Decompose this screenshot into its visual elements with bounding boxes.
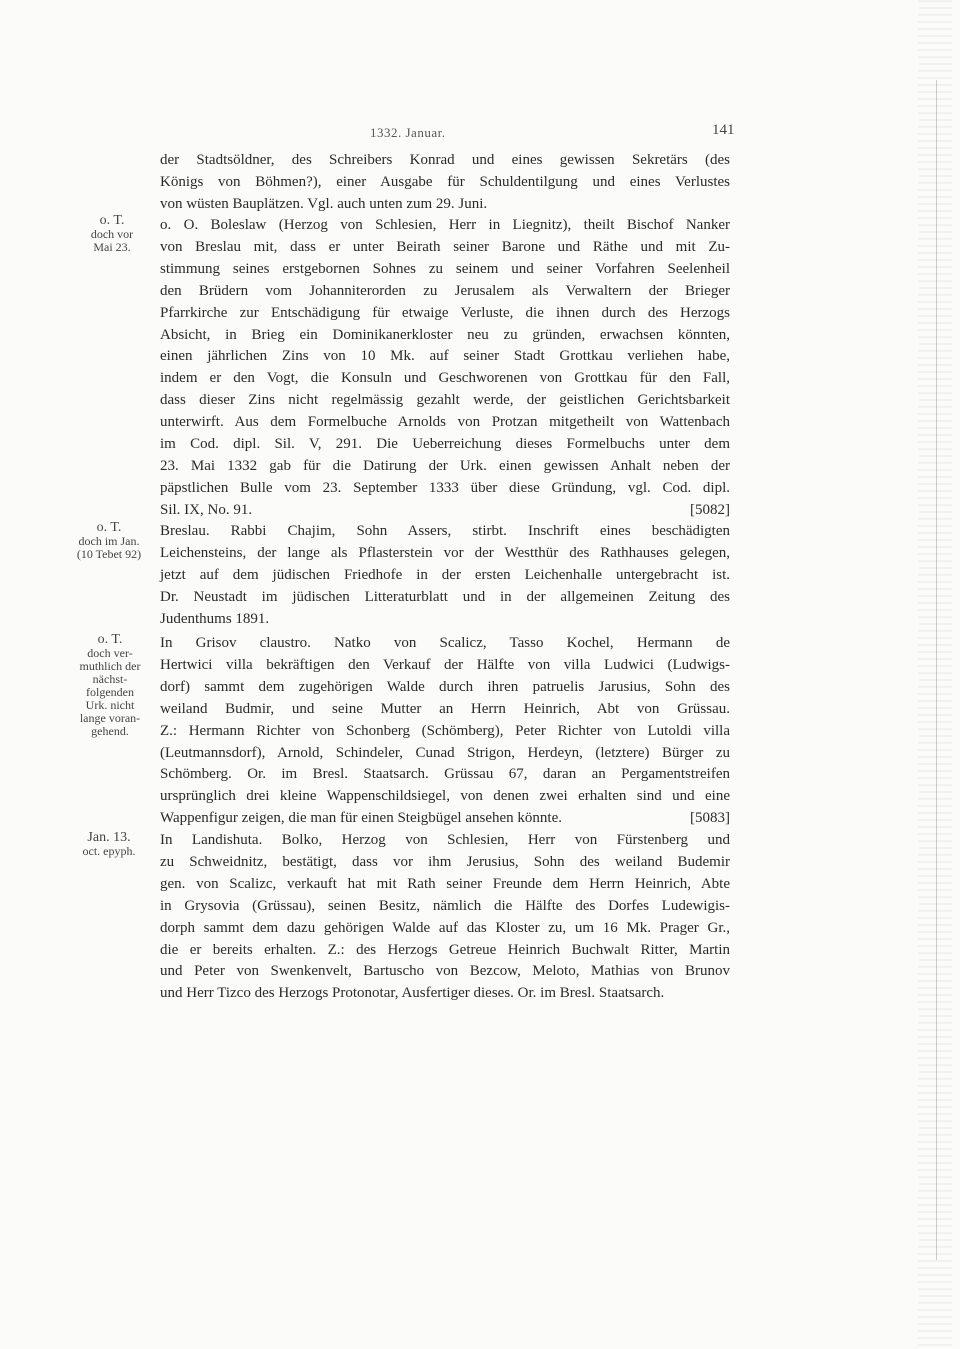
text-line: Hertwici villa bekräftigen den Verkauf der Hälfte von villa Ludwici (Ludwigs-: [160, 656, 730, 673]
text-line: dorf) sammt dem zugehörigen Walde durch ihren patruelis Jarusius, Sohn des: [160, 678, 730, 695]
text-line: weiland Budmir, und seine Mutter an Herrn Heinrich, Abt von Grüssau.: [160, 700, 730, 717]
margin-date: o. T.: [97, 632, 123, 647]
scan-edge-artifact: [918, 0, 952, 1349]
text-line: im Cod. dipl. Sil. V, 291. Die Ueberreichung dieses Formelbuchs unter dem: [160, 436, 730, 453]
text-line: In Landishuta. Bolko, Herzog von Schlesien, Herr von Fürstenberg und: [160, 832, 730, 848]
margin-note: doch im Jan.: [78, 534, 140, 548]
text-line: dorph sammt dem dazu gehörigen Walde auf das Kloster zu, um 16 Mk. Prager Gr.,: [160, 919, 730, 936]
text-line-content: Wappenfigur zeigen, die man für einen Steigbügel ansehen könnte.: [160, 810, 562, 827]
text-line: jetzt auf dem jüdischen Friedhofe in der ersten Leichenhalle untergebracht ist.: [160, 566, 730, 583]
entry-reference-number: [5083]: [690, 810, 730, 827]
text-line: einen jährlichen Zins von 10 Mk. auf seiner Stadt Grottkau verliehen habe,: [160, 348, 730, 365]
margin-note: Mai 23.: [93, 240, 131, 254]
text-line: Königs von Böhmen?), einer Ausgabe für Schuldentilgung und eines Verlustes: [160, 173, 730, 190]
margin-note: gehend.: [91, 724, 129, 738]
text-line: o. O. Boleslaw (Herzog von Schlesien, Herr in Liegnitz), theilt Bischof Nanker: [160, 217, 730, 233]
text-line: Breslau. Rabbi Chajim, Sohn Assers, stirbt. Inschrift eines beschädigten: [160, 523, 730, 539]
margin-note: (10 Tebet 92): [76, 547, 142, 561]
entry-reference-number: [5082]: [690, 501, 730, 518]
text-line: ursprünglich drei kleine Wappenschildsiegel, von denen zwei erhalten sind und eine: [160, 788, 730, 805]
margin-note: folgenden: [86, 685, 134, 699]
margin-note: lange voran-: [79, 711, 141, 725]
text-line: [160, 808, 730, 830]
text-line: den Brüdern vom Johanniterorden zu Jerusalem als Verwaltern der Brieger: [160, 282, 730, 299]
running-header-date: 1332. Januar.: [370, 125, 446, 140]
text-line: indem er den Vogt, die Konsuln und Geschworenen von Grottkau für den Fall,: [160, 370, 730, 387]
text-line: Schömberg. Or. im Bresl. Staatsarch. Grüssau 67, daran an Pergamentstreifen: [160, 766, 730, 783]
margin-date: o. T.: [96, 520, 122, 535]
text-line: Absicht, in Brieg ein Dominikanerkloster neu zu gründen, erwachsen könnten,: [160, 326, 730, 343]
text-line: Dr. Neustadt im jüdischen Litteraturblatt und in der allgemeinen Zeitung des: [160, 588, 730, 605]
margin-note: muthlich der: [79, 659, 141, 673]
text-line: der Stadtsöldner, des Schreibers Konrad und eines gewissen Sekretärs (des: [160, 152, 730, 168]
text-line: Leichensteins, der lange als Pflasterstein vor der Westthür des Rathhauses gelegen,: [160, 544, 730, 561]
entry-date-margin: [68, 633, 152, 738]
text-line: in Grysovia (Grüssau), seinen Besitz, nämlich die Hälfte des Dorfes Ludewigis-: [160, 897, 730, 914]
intro-text: [160, 150, 730, 216]
entry-text: [160, 215, 730, 522]
entry-text: [160, 521, 730, 631]
entry-date-margin: [66, 831, 152, 858]
margin-note: Urk. nicht: [85, 698, 135, 712]
text-line: dass dieser Zins nicht regelmässig gezahlt werde, der geistlichen Gerichtsbarkeit: [160, 392, 730, 409]
entry-text: [160, 830, 730, 1005]
margin-date: Jan. 13.: [87, 830, 131, 845]
text-line: [160, 500, 730, 522]
margin-note: nächst-: [92, 672, 128, 686]
text-line: Pfarrkirche zur Entschädigung für etwaige Verluste, die ihnen durch des Herzogs: [160, 304, 730, 321]
text-line: von Breslau mit, dass er unter Beirath seiner Barone und Räthe und mit Zu-: [160, 238, 730, 255]
margin-note: doch vor: [90, 227, 134, 241]
text-line: 23. Mai 1332 gab für die Datirung der Urk. einen gewissen Anhalt neben der: [160, 457, 730, 474]
page-number: 141: [712, 122, 735, 138]
text-line: unterwirft. Aus dem Formelbuche Arnolds von Protzan mitgetheilt von Wattenbach: [160, 414, 730, 431]
margin-note: doch ver-: [87, 646, 133, 660]
entry-text: [160, 633, 730, 830]
text-line: stimmung seines erstgebornen Sohnes zu seinem und seiner Vorfahren Seelenheil: [160, 260, 730, 277]
text-line: von wüsten Bauplätzen. Vgl. auch unten zum 29. Juni.: [160, 195, 488, 212]
entry-date-margin: [72, 214, 152, 254]
text-line: gen. von Scalizc, verkauft hat mit Rath seiner Freunde dem Herrn Heinrich, Abte: [160, 875, 730, 892]
entry-date-margin: [64, 521, 154, 561]
text-line: Z.: Hermann Richter von Schonberg (Schömberg), Peter Richter von Lutoldi villa: [160, 722, 730, 739]
text-line: Judenthums 1891.: [160, 610, 270, 627]
text-line: (Leutmannsdorf), Arnold, Schindeler, Cunad Strigon, Herdeyn, (letztere) Bürger zu: [160, 744, 730, 761]
text-line: In Grisov claustro. Natko von Scalicz, Tasso Kochel, Hermann de: [160, 635, 730, 651]
text-line: päpstlichen Bulle vom 23. September 1333 über diese Gründung, vgl. Cod. dipl.: [160, 479, 730, 496]
text-line: die er bereits erhalten. Z.: des Herzogs Getreue Heinrich Buchwalt Ritter, Martin: [160, 941, 730, 958]
margin-note: oct. epyph.: [82, 844, 136, 858]
text-line: und Herr Tizco des Herzogs Protonotar, Ausfertiger dieses. Or. im Bresl. Staatsarch.: [160, 985, 665, 1002]
margin-date: o. T.: [99, 213, 125, 228]
text-line: zu Schweidnitz, bestätigt, dass vor ihm Jerusius, Sohn des weiland Budemir: [160, 853, 730, 870]
text-line: und Peter von Swenkenvelt, Bartuscho von Bezcow, Meloto, Mathias von Brunov: [160, 963, 730, 980]
text-line-content: Sil. IX, No. 91.: [160, 501, 253, 518]
